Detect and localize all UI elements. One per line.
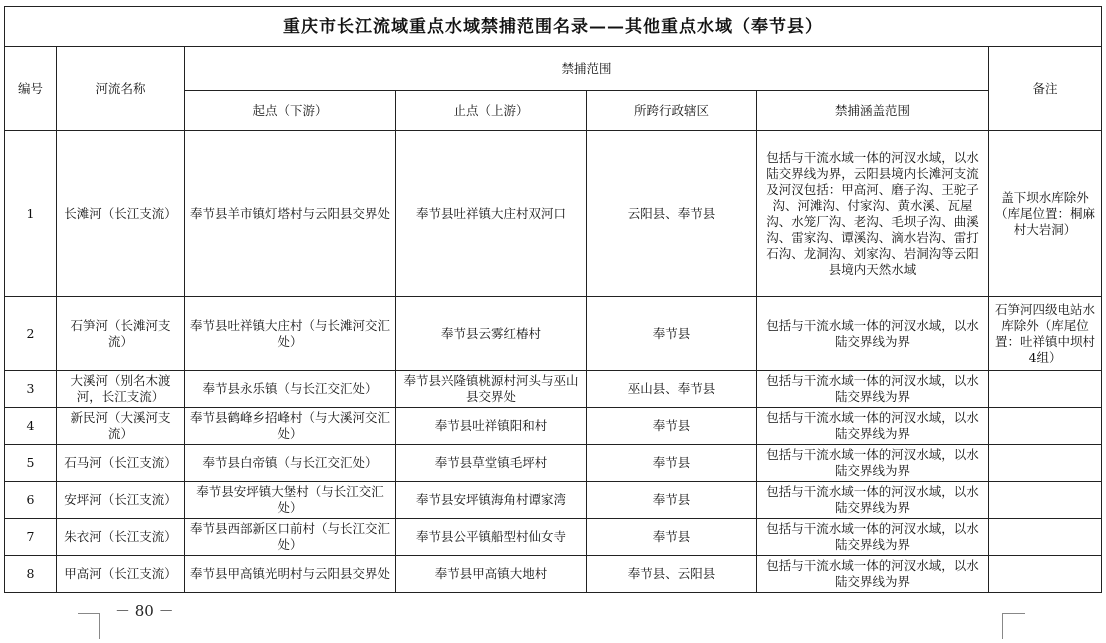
cell-coverage: 包括与干流水域一体的河汊水域，以水陆交界线为界 [757, 297, 989, 371]
cell-river: 新民河（大溪河支流） [57, 408, 185, 445]
cell-coverage: 包括与干流水域一体的河汊水域，以水陆交界线为界 [757, 519, 989, 556]
header-number: 编号 [5, 47, 57, 131]
cell-district: 奉节县 [587, 445, 757, 482]
cell-district: 奉节县 [587, 297, 757, 371]
cell-number: 4 [5, 408, 57, 445]
cell-start: 奉节县安坪镇大堡村（与长江交汇处） [185, 482, 396, 519]
page-number: － 80 － [115, 602, 174, 620]
cell-start: 奉节县羊市镇灯塔村与云阳县交界处 [185, 131, 396, 297]
table-row [5, 371, 1102, 408]
fishing-ban-table [4, 6, 1102, 593]
cell-start: 奉节县西部新区口前村（与长江交汇处） [185, 519, 396, 556]
cell-remark [989, 556, 1102, 593]
cell-coverage: 包括与干流水域一体的河汊水域，以水陆交界线为界 [757, 371, 989, 408]
table-row [5, 519, 1102, 556]
cell-start: 奉节县白帝镇（与长江交汇处） [185, 445, 396, 482]
table-row [5, 131, 1102, 297]
cell-end: 奉节县吐祥镇大庄村双河口 [396, 131, 587, 297]
cell-district: 奉节县、云阳县 [587, 556, 757, 593]
cell-number: 2 [5, 297, 57, 371]
cell-remark [989, 482, 1102, 519]
cell-remark: 石笋河四级电站水库除外（库尾位置：吐祥镇中坝村4组） [989, 297, 1102, 371]
table-row [5, 556, 1102, 593]
cell-river: 石笋河（长滩河支流） [57, 297, 185, 371]
cell-river: 大溪河（别名木渡河，长江支流） [57, 371, 185, 408]
cell-number: 5 [5, 445, 57, 482]
cell-remark: 盖下坝水库除外（库尾位置：桐麻村大岩洞） [989, 131, 1102, 297]
cell-end: 奉节县兴隆镇桃源村河头与巫山县交界处 [396, 371, 587, 408]
cell-remark [989, 519, 1102, 556]
cell-start: 奉节县永乐镇（与长江交汇处） [185, 371, 396, 408]
cell-remark [989, 445, 1102, 482]
cell-start: 奉节县鹤峰乡招峰村（与大溪河交汇处） [185, 408, 396, 445]
cell-start: 奉节县甲高镇光明村与云阳县交界处 [185, 556, 396, 593]
crop-mark-left-vertical [99, 613, 101, 639]
cell-coverage: 包括与干流水域一体的河汊水域，以水陆交界线为界 [757, 556, 989, 593]
crop-mark-right [1003, 613, 1025, 632]
header-district: 所跨行政辖区 [587, 91, 757, 131]
header-end: 止点（上游） [396, 91, 587, 131]
cell-end: 奉节县吐祥镇阳和村 [396, 408, 587, 445]
cell-start: 奉节县吐祥镇大庄村（与长滩河交汇处） [185, 297, 396, 371]
cell-river: 甲高河（长江支流） [57, 556, 185, 593]
cell-remark [989, 408, 1102, 445]
cell-number: 3 [5, 371, 57, 408]
cell-district: 奉节县 [587, 482, 757, 519]
cell-number: 7 [5, 519, 57, 556]
crop-mark-right-vertical [1002, 613, 1004, 639]
cell-end: 奉节县甲高镇大地村 [396, 556, 587, 593]
cell-district: 巫山县、奉节县 [587, 371, 757, 408]
cell-end: 奉节县草堂镇毛坪村 [396, 445, 587, 482]
cell-district: 奉节县 [587, 408, 757, 445]
cell-number: 8 [5, 556, 57, 593]
cell-remark [989, 371, 1102, 408]
header-coverage: 禁捕涵盖范围 [757, 91, 989, 131]
cell-river: 安坪河（长江支流） [57, 482, 185, 519]
table-row [5, 297, 1102, 371]
table-title: 重庆市长江流域重点水域禁捕范围名录——其他重点水域（奉节县） [5, 7, 1102, 47]
header-river-name: 河流名称 [57, 47, 185, 131]
crop-mark-left [78, 613, 100, 632]
cell-coverage: 包括与干流水域一体的河汊水域，以水陆交界线为界 [757, 408, 989, 445]
cell-river: 长滩河（长江支流） [57, 131, 185, 297]
cell-district: 云阳县、奉节县 [587, 131, 757, 297]
cell-end: 奉节县云雾红椿村 [396, 297, 587, 371]
header-start: 起点（下游） [185, 91, 396, 131]
header-ban-scope: 禁捕范围 [185, 47, 989, 91]
cell-number: 1 [5, 131, 57, 297]
header-remark: 备注 [989, 47, 1102, 131]
cell-river: 朱衣河（长江支流） [57, 519, 185, 556]
table-row [5, 408, 1102, 445]
table-row [5, 445, 1102, 482]
cell-river: 石马河（长江支流） [57, 445, 185, 482]
cell-coverage: 包括与干流水域一体的河汊水域，以水陆交界线为界 [757, 482, 989, 519]
cell-coverage: 包括与干流水域一体的河汊水域，以水陆交界线为界 [757, 445, 989, 482]
cell-coverage: 包括与干流水域一体的河汊水域，以水陆交界线为界，云阳县境内长滩河支流及河汊包括：甲高河、磨子沟、王驼子沟、河滩沟、付家沟、黄水溪、瓦屋沟、水笼厂沟、老沟、毛坝子沟、曲溪沟、雷家沟、谭溪沟、滴水岩沟、雷打石沟、龙洞沟、刘家沟、岩洞沟等云阳县境内天然水域 [757, 131, 989, 297]
cell-number: 6 [5, 482, 57, 519]
cell-district: 奉节县 [587, 519, 757, 556]
cell-end: 奉节县安坪镇海角村谭家湾 [396, 482, 587, 519]
table-row [5, 482, 1102, 519]
cell-end: 奉节县公平镇船型村仙女寺 [396, 519, 587, 556]
